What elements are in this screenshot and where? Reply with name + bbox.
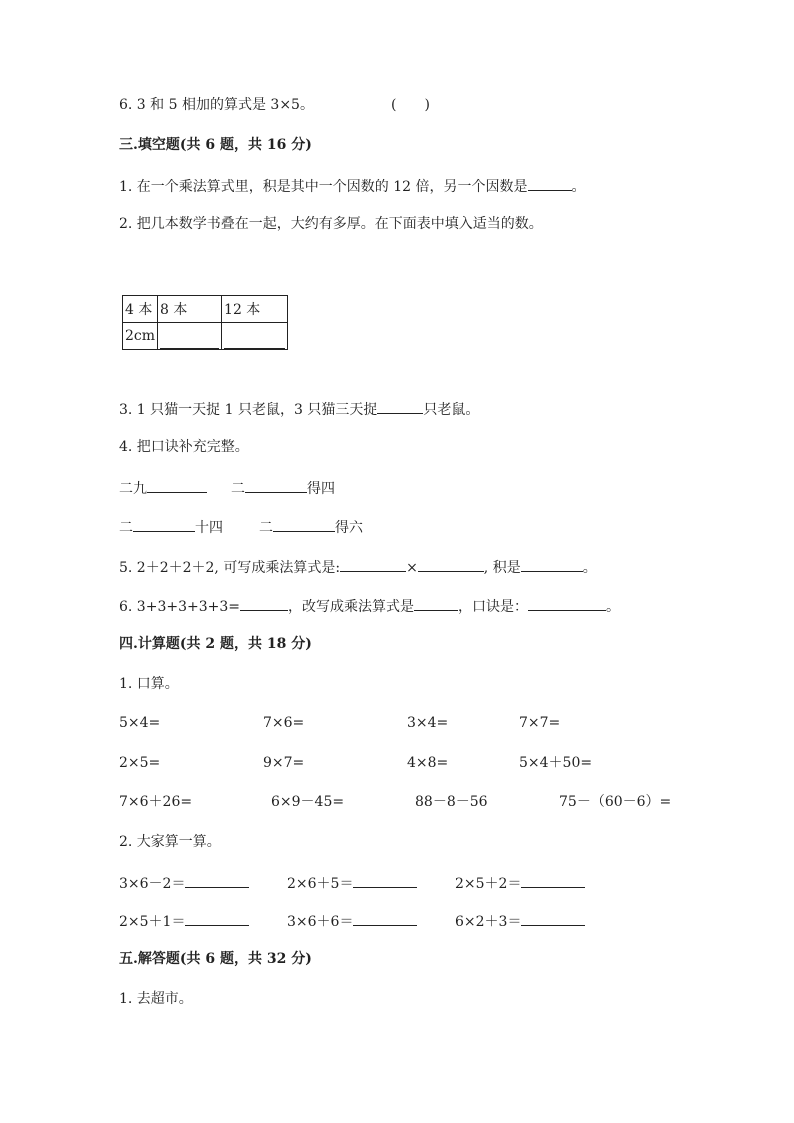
oral-problem: 3×4= xyxy=(407,715,449,731)
answer-blank[interactable] xyxy=(528,175,572,191)
answer-blank[interactable] xyxy=(340,556,406,572)
fill-question-4: 4. 把口诀补充完整。 xyxy=(119,439,249,455)
oral-problem: 9×7= xyxy=(263,755,305,771)
oral-problem: 4×8= xyxy=(407,755,449,771)
table-answer-cell[interactable] xyxy=(158,323,222,350)
answer-blank[interactable] xyxy=(185,910,249,926)
answer-blank[interactable] xyxy=(273,516,335,532)
rhyme-text: 得六 xyxy=(335,520,363,536)
answer-blank[interactable] xyxy=(528,595,606,611)
question-text: ，口诀是： xyxy=(458,599,528,615)
fill-question-2: 2. 把几本数学书叠在一起，大约有多厚。在下面表中填入适当的数。 xyxy=(119,216,543,232)
oral-problem: 7×6= xyxy=(263,715,305,731)
answer-blank[interactable] xyxy=(147,477,207,493)
rhyme-text: 二 xyxy=(119,520,133,536)
calc-problem xyxy=(455,910,585,932)
table-cell: 2cm xyxy=(123,323,158,350)
question-text: 6. 3+3+3+3+3= xyxy=(119,599,240,615)
question-text: 1. 在一个乘法算式里，积是其中一个因数的 12 倍，另一个因数是 xyxy=(119,179,528,195)
answer-blank[interactable] xyxy=(185,872,249,888)
punctuation: 。 xyxy=(606,599,620,615)
answer-blank[interactable] xyxy=(160,328,219,349)
oral-problem: 88－8－56 xyxy=(415,794,488,810)
oral-problem: 6×9－45= xyxy=(271,794,345,810)
answer-blank[interactable] xyxy=(240,595,288,611)
koujue-row-2 xyxy=(119,516,223,538)
expression: 6×2＋3＝ xyxy=(455,914,522,930)
fill-question-3 xyxy=(119,398,479,420)
punctuation: 。 xyxy=(582,560,597,576)
calc-problem xyxy=(119,872,249,894)
answer-blank[interactable] xyxy=(521,872,585,888)
book-thickness-table xyxy=(122,295,288,350)
oral-problem: 7×7= xyxy=(519,715,561,731)
section-5-title: 五.解答题(共 6 题，共 32 分) xyxy=(119,951,312,967)
table-answer-cell[interactable] xyxy=(222,323,288,350)
section-3-title: 三.填空题(共 6 题，共 16 分) xyxy=(119,137,312,153)
oral-problem: 2×5= xyxy=(119,755,161,771)
calc-problem xyxy=(119,910,249,932)
rhyme-text: 二 xyxy=(259,520,273,536)
question-text: 5. 2＋2＋2＋2, 可写成乘法算式是: xyxy=(119,560,341,576)
answer-blank[interactable] xyxy=(521,910,585,926)
fill-question-6 xyxy=(119,595,620,617)
answer-question-1: 1. 去超市。 xyxy=(119,991,193,1007)
expression: 2×5＋1＝ xyxy=(119,914,186,930)
calc-question-1: 1. 口算。 xyxy=(119,676,179,692)
question-text: 只老鼠。 xyxy=(423,402,480,418)
expression: 3×6－2＝ xyxy=(119,876,186,892)
table-row xyxy=(123,323,288,350)
answer-blank[interactable] xyxy=(414,595,458,611)
answer-blank[interactable] xyxy=(224,328,285,349)
table-cell: 4 本 xyxy=(123,296,158,323)
answer-blank[interactable] xyxy=(521,556,583,572)
punctuation: 。 xyxy=(571,179,586,195)
question-text: 6. 3 和 5 相加的算式是 3×5。 xyxy=(119,97,314,113)
table-row xyxy=(123,296,288,323)
rhyme-text: 二九 xyxy=(119,481,147,497)
expression: 3×6＋6＝ xyxy=(287,914,354,930)
answer-blank[interactable] xyxy=(133,516,195,532)
calc-problem xyxy=(287,872,417,894)
expression: 2×6＋5＝ xyxy=(287,876,354,892)
calc-question-2: 2. 大家算一算。 xyxy=(119,834,221,850)
answer-blank[interactable] xyxy=(377,398,423,414)
question-text: 3. 1 只猫一天捉 1 只老鼠，3 只猫三天捉 xyxy=(119,402,378,418)
answer-blank[interactable] xyxy=(418,556,484,572)
oral-problem: 5×4= xyxy=(119,715,161,731)
section-4-title: 四.计算题(共 2 题，共 18 分) xyxy=(119,636,312,652)
expression: 2×5＋2＝ xyxy=(455,876,522,892)
koujue-row-1-second xyxy=(231,477,335,499)
question-6-statement xyxy=(119,95,314,115)
oral-problem: 75－（60－6）= xyxy=(559,794,672,810)
answer-parentheses[interactable]: ( ) xyxy=(391,97,430,113)
table-cell: 12 本 xyxy=(222,296,288,323)
calc-problem xyxy=(455,872,585,894)
oral-problem: 5×4＋50= xyxy=(519,755,593,771)
rhyme-text: 得四 xyxy=(307,481,335,497)
question-text: , 积是 xyxy=(483,560,521,576)
fill-question-1 xyxy=(119,175,586,197)
times-sign: × xyxy=(406,560,418,576)
koujue-row-1 xyxy=(119,477,207,499)
answer-blank[interactable] xyxy=(245,477,307,493)
rhyme-text: 二 xyxy=(231,481,245,497)
koujue-row-2-second xyxy=(259,516,363,538)
oral-problem: 7×6＋26= xyxy=(119,794,193,810)
answer-blank[interactable] xyxy=(353,910,417,926)
rhyme-text: 十四 xyxy=(195,520,223,536)
calc-problem xyxy=(287,910,417,932)
question-text: ，改写成乘法算式是 xyxy=(288,599,414,615)
fill-question-5 xyxy=(119,556,597,578)
answer-blank[interactable] xyxy=(353,872,417,888)
table-cell: 8 本 xyxy=(158,296,222,323)
